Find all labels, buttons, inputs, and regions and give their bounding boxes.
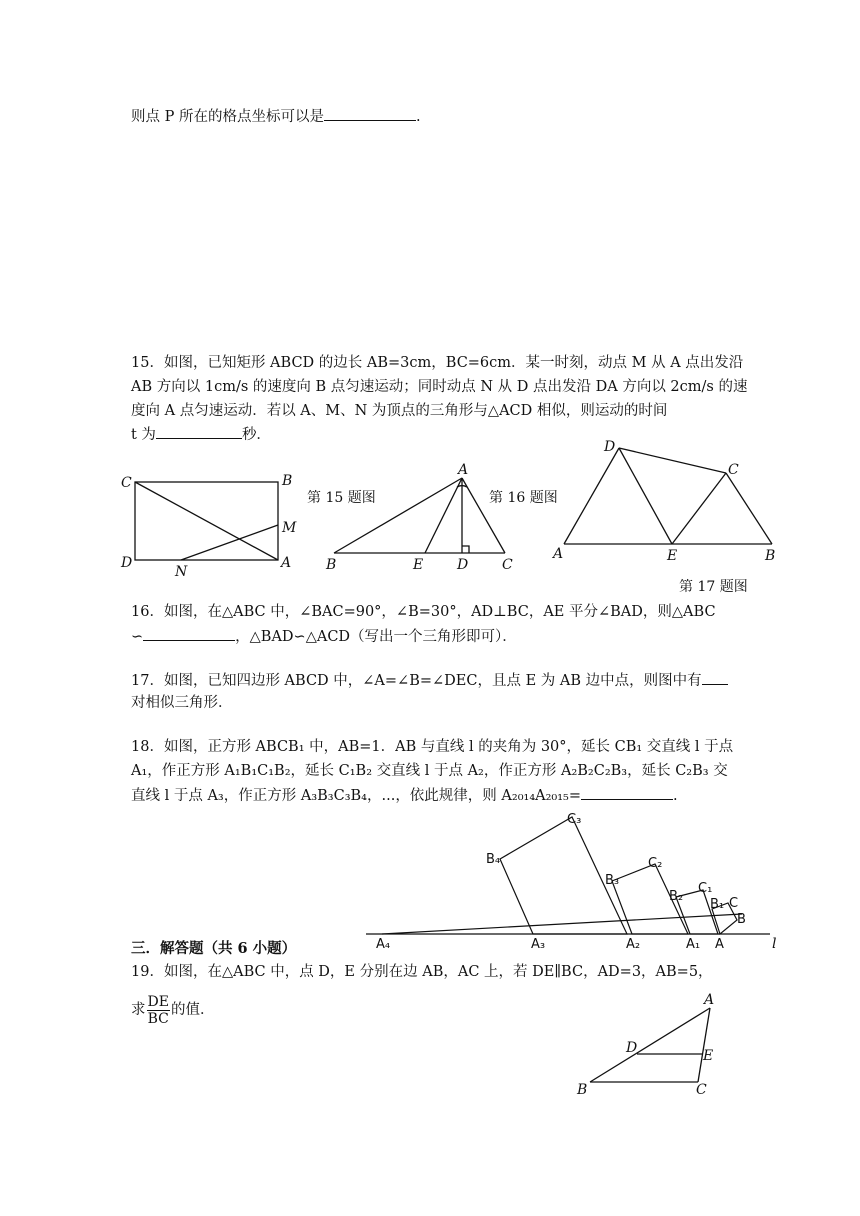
- answer-blank-q15[interactable]: [156, 424, 242, 439]
- fraction-de-over-bc: [147, 994, 170, 1027]
- q18-line3-pre: 直线 l 于点 A₃，作正方形 A₃B₃C₃B₄，...，依此规律，则 A₂₀₁₄A₂₀₁₅=: [131, 788, 582, 804]
- segment-ac: [698, 1008, 710, 1082]
- caption-fig17: 第 17 题图: [679, 579, 748, 595]
- label-A2: A₂: [626, 937, 641, 952]
- figure-15: [115, 470, 295, 580]
- label-B: B: [326, 557, 337, 573]
- label-B: B: [737, 912, 746, 927]
- label-D: D: [626, 1040, 638, 1056]
- segment-ad: [564, 448, 619, 544]
- answer-blank-q17[interactable]: [702, 670, 728, 685]
- q18-line3: [131, 785, 678, 806]
- q18-line1: 18．如图，正方形 ABCB₁ 中，AB=1．AB 与直线 l 的夹角为 30°，延长 CB₁ 交直线 l 于点: [131, 739, 734, 755]
- q15-line1: 15．如图，已知矩形 ABCD 的边长 AB=3cm，BC=6cm．某一时刻，动点 M 从 A 点出发沿: [131, 355, 744, 371]
- figure-18: [360, 808, 790, 952]
- slant-line: [382, 914, 742, 934]
- caption-fig16: 第 16 题图: [489, 490, 558, 506]
- label-A: A: [281, 555, 292, 571]
- label-A: A: [704, 992, 715, 1008]
- q17-line1-text: 17．如图，已知四边形 ABCD 中，∠A=∠B=∠DEC，且点 E 为 AB 边中点，则图中有: [131, 673, 702, 689]
- figure-17: [550, 436, 790, 566]
- label-M: M: [282, 520, 297, 536]
- segment-dc: [619, 448, 726, 473]
- q14-tail-end: .: [415, 109, 421, 125]
- label-E: E: [413, 557, 424, 573]
- q15-line2: AB 方向以 1cm/s 的速度向 B 点匀速运动；同时动点 N 从 D 点出发沿 DA 方向以 2cm/s 的速: [131, 379, 748, 395]
- label-A: A: [553, 546, 564, 562]
- label-B2: B₂: [669, 889, 684, 904]
- label-E: E: [703, 1048, 714, 1064]
- label-E: E: [667, 548, 678, 564]
- label-C: C: [121, 475, 132, 491]
- fraction-denominator: BC: [147, 1010, 169, 1027]
- segment-ba: [590, 1008, 710, 1082]
- label-C2: C₂: [648, 856, 663, 871]
- label-N: N: [175, 564, 188, 580]
- label-A4: A₄: [376, 937, 391, 952]
- label-B: B: [577, 1082, 588, 1098]
- figure-16: [320, 460, 520, 575]
- answer-blank-q16[interactable]: [143, 626, 235, 641]
- label-C: C: [729, 896, 739, 911]
- label-C1: C₁: [698, 881, 713, 896]
- q16-line2-pre: ∽: [131, 629, 144, 645]
- figure-19: [570, 990, 730, 1100]
- right-angle-mark: [462, 546, 469, 553]
- q14-tail-text: 则点 P 所在的格点坐标可以是: [131, 109, 324, 125]
- label-D: D: [457, 557, 469, 573]
- q15-line4-pre: t 为: [131, 427, 156, 443]
- q19-pre: 求: [131, 1002, 146, 1018]
- diagonal-ca: [135, 482, 278, 560]
- q19-post: 的值．: [170, 1002, 215, 1018]
- q17-line1: [131, 670, 728, 691]
- q18-line3-post: .: [673, 788, 678, 804]
- segment-de: [619, 448, 672, 544]
- segment-cb: [726, 473, 772, 544]
- q16-line2-post: ，△BAD∽△ACD（写出一个三角形即可）．: [235, 629, 517, 645]
- label-l: l: [772, 936, 777, 952]
- label-A3: A₃: [531, 937, 546, 952]
- q15-line4: [131, 424, 271, 445]
- q19-line1: 19．如图，在△ABC 中，点 D，E 分别在边 AB，AC 上，若 DE∥BC，AD=3，AB=5，: [131, 964, 713, 980]
- label-A: A: [458, 462, 469, 478]
- label-A1: A₁: [686, 937, 701, 952]
- label-B: B: [765, 548, 776, 564]
- answer-blank-q14[interactable]: [324, 106, 416, 121]
- q19-line2: [131, 990, 214, 1030]
- section-3-header: 三．解答题（共 6 小题）: [131, 940, 297, 957]
- label-D: D: [121, 555, 133, 571]
- segment-ec: [672, 473, 726, 544]
- label-C: C: [728, 462, 739, 478]
- label-B4: B₄: [486, 852, 501, 867]
- q16-line2: [131, 626, 517, 647]
- fraction-numerator: DE: [147, 993, 169, 1010]
- q18-line2: A₁，作正方形 A₁B₁C₁B₂，延长 C₁B₂ 交直线 l 于点 A₂，作正方形 A₂B₂C₂B₃，延长 C₂B₃ 交: [131, 763, 728, 779]
- label-D: D: [604, 439, 616, 455]
- label-C: C: [696, 1082, 707, 1098]
- label-B: B: [282, 473, 293, 489]
- label-B3: B₃: [605, 873, 620, 888]
- label-C: C: [502, 557, 513, 573]
- answer-blank-q18[interactable]: [581, 785, 673, 800]
- q15-line4-post: 秒．: [241, 427, 271, 443]
- label-C3: C₃: [567, 812, 582, 827]
- label-B1: B₁: [710, 897, 725, 912]
- segment-nm: [181, 525, 278, 560]
- q17-line2: 对相似三角形．: [131, 695, 233, 711]
- label-A: A: [715, 937, 724, 952]
- q15-line3: 度向 A 点匀速运动．若以 A、M、N 为顶点的三角形与△ACD 相似，则运动的时间: [131, 403, 668, 419]
- caption-fig15: 第 15 题图: [307, 490, 376, 506]
- q14-tail-line: [131, 106, 421, 127]
- q16-line1: 16．如图，在△ABC 中，∠BAC=90°，∠B=30°，AD⊥BC，AE 平分∠BAD，则△ABC: [131, 604, 716, 620]
